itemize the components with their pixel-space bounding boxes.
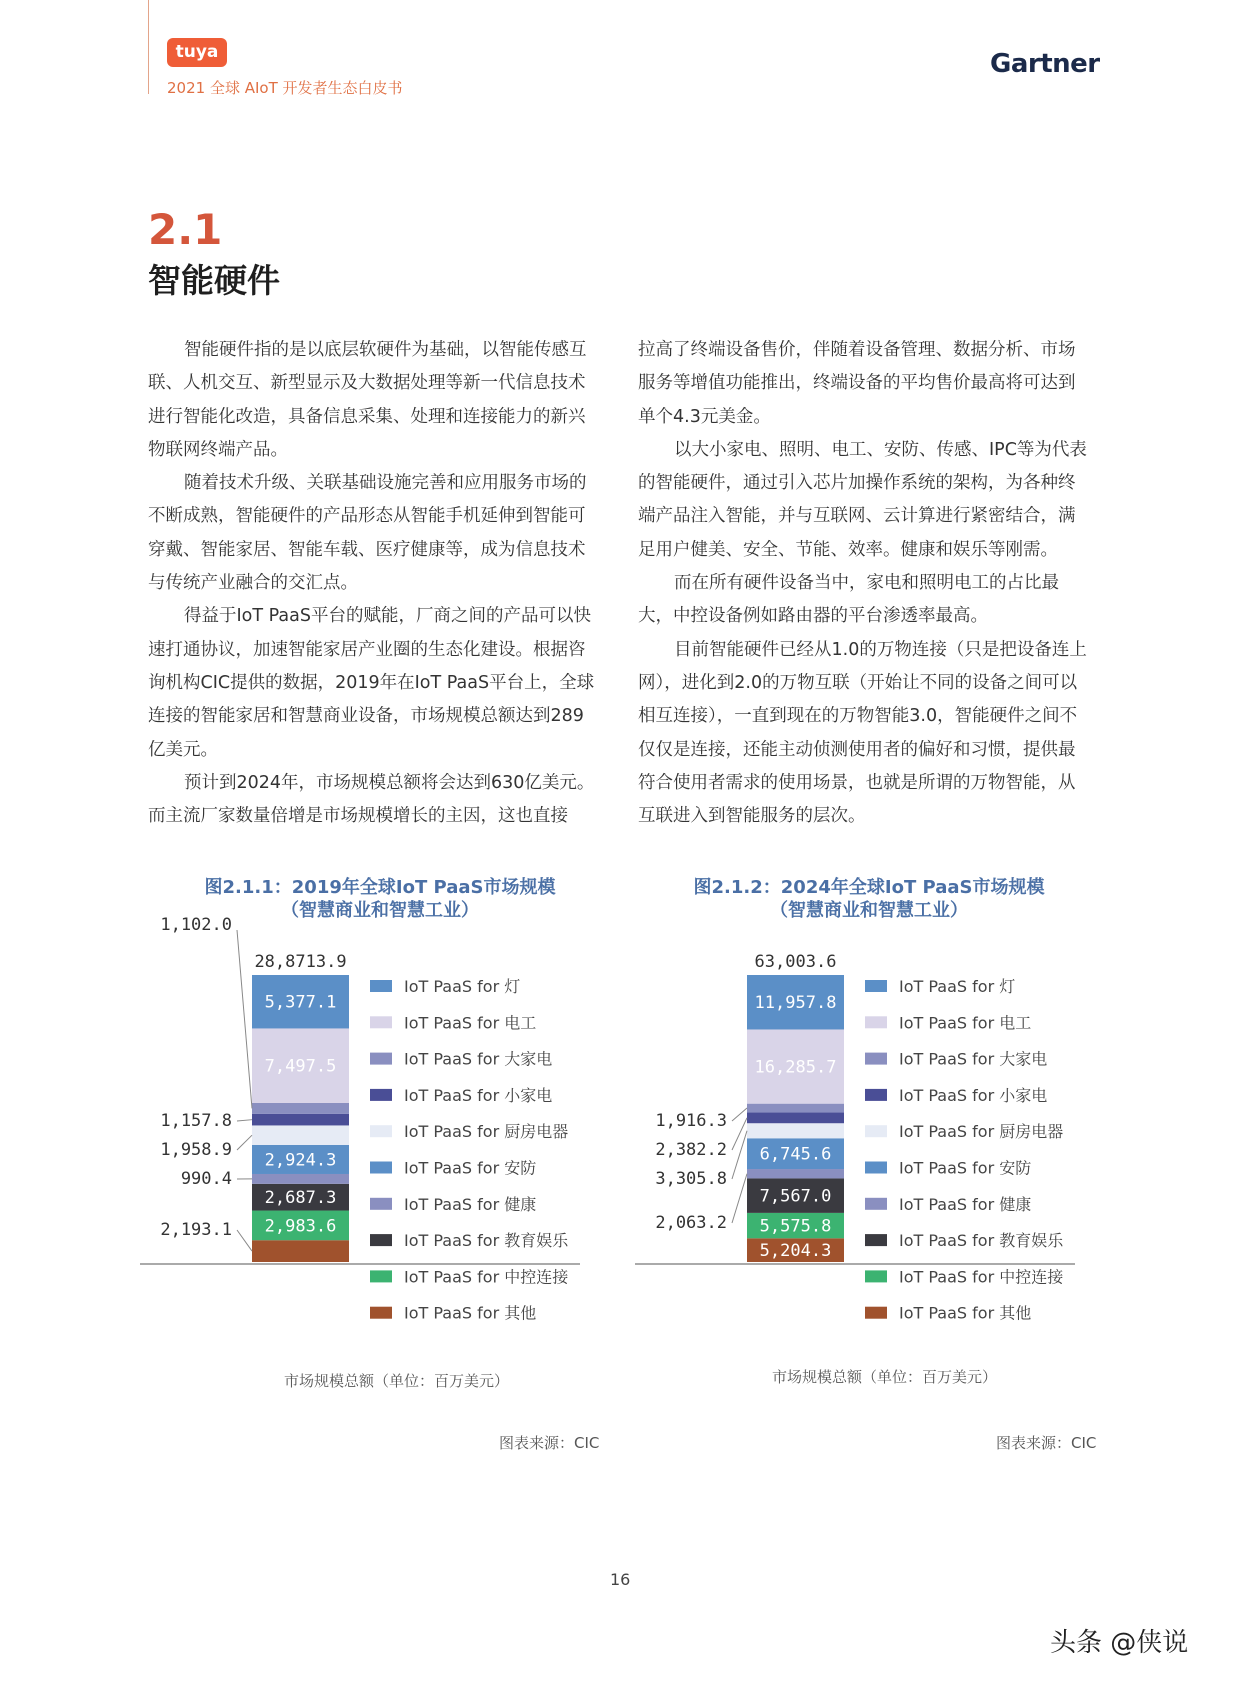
legend-label: IoT PaaS for 中控连接 <box>899 1267 1064 1287</box>
legend-label: IoT PaaS for 厨房电器 <box>899 1122 1064 1142</box>
chart-total-label: 63,003.6 <box>754 952 837 972</box>
legend-label: IoT PaaS for 健康 <box>404 1194 537 1214</box>
data-label: 2,193.1 <box>160 1220 232 1240</box>
chart-1-xlabel: 市场规模总额（单位：百万美元） <box>284 1372 510 1390</box>
bar-segment <box>252 1240 349 1262</box>
paragraph: 目前智能硬件已经从1.0的万物连接（只是把设备连上网），进化到2.0的万物互联（开始让不同的设备之间可以相互连接），一直到现在的万物智能3.0，智能硬件之间不仅仅是连接，还能主动侦测使用者的偏好和习惯，提供最符合使用者需求的使用场景，也就是所谓的万物智能，从互联进入到智能服务的层次。 <box>638 639 1087 827</box>
leader-line <box>237 1135 252 1150</box>
data-label: 7,497.5 <box>264 1056 337 1077</box>
bar-segment <box>747 1169 844 1178</box>
legend-swatch <box>865 1307 887 1319</box>
leader-line <box>732 1131 747 1179</box>
legend-label: IoT PaaS for 教育娱乐 <box>404 1231 569 1251</box>
document-subtitle: 2021 全球 AIoT 开发者生态白皮书 <box>167 79 403 97</box>
data-label: 1,102.0 <box>160 915 232 935</box>
legend-swatch <box>370 1053 392 1065</box>
legend-swatch <box>865 1162 887 1174</box>
data-label: 2,924.3 <box>264 1150 337 1171</box>
legend-swatch <box>370 1089 392 1101</box>
watermark: 头条 @侠说 <box>1050 1628 1189 1658</box>
chart-2-title-block <box>659 876 1079 922</box>
data-label: 1,958.9 <box>160 1140 232 1160</box>
legend-label: IoT PaaS for 健康 <box>899 1194 1032 1214</box>
tuya-logo: tuya <box>167 38 227 67</box>
legend-swatch <box>865 1125 887 1137</box>
chart-2-xlabel: 市场规模总额（单位：百万美元） <box>772 1368 998 1386</box>
chart-total-label: 28,8713.9 <box>254 952 347 972</box>
data-label: 5,575.8 <box>759 1216 832 1237</box>
legend-label: IoT PaaS for 电工 <box>404 1013 537 1033</box>
chart-1-title: 图2.1.1：2019年全球IoT PaaS市场规模 <box>204 877 556 898</box>
data-label: 5,377.1 <box>264 992 337 1013</box>
legend-swatch <box>865 1198 887 1210</box>
chart-1-title-block <box>170 876 590 922</box>
chart-2-source: 图表来源：CIC <box>996 1434 1097 1452</box>
leader-line <box>237 930 252 1108</box>
page-number: 16 <box>610 1570 631 1589</box>
data-label: 6,745.6 <box>759 1144 832 1165</box>
data-label: 2,687.3 <box>264 1188 337 1209</box>
chart-1-subtitle: （智慧商业和智慧工业） <box>281 900 479 921</box>
data-label: 7,567.0 <box>759 1186 832 1207</box>
legend-swatch <box>370 1016 392 1028</box>
legend-label: IoT PaaS for 灯 <box>899 977 1016 996</box>
legend-swatch <box>370 1198 392 1210</box>
data-label: 2,063.2 <box>655 1213 727 1233</box>
leader-line <box>237 1120 252 1121</box>
leader-line <box>237 1230 252 1251</box>
legend-label: IoT PaaS for 小家电 <box>899 1085 1048 1105</box>
legend-swatch <box>370 1270 392 1282</box>
body-column-right <box>638 334 1091 833</box>
chart-2-title: 图2.1.2：2024年全球IoT PaaS市场规模 <box>693 877 1045 898</box>
leader-line <box>732 1174 747 1223</box>
legend-swatch <box>370 980 392 992</box>
section-number: 2.1 <box>148 205 223 254</box>
bar-segment <box>747 1104 844 1113</box>
chart-2 <box>635 930 1125 1340</box>
legend-swatch <box>865 1270 887 1282</box>
legend-swatch <box>370 1162 392 1174</box>
bar-segment <box>252 1114 349 1126</box>
legend-label: IoT PaaS for 其他 <box>899 1303 1032 1323</box>
legend-label: IoT PaaS for 安防 <box>404 1158 537 1178</box>
legend-label: IoT PaaS for 电工 <box>899 1013 1032 1033</box>
legend-swatch <box>370 1234 392 1246</box>
chart-1 <box>140 915 630 1340</box>
data-label: 990.4 <box>180 1169 232 1189</box>
legend-label: IoT PaaS for 小家电 <box>404 1085 553 1105</box>
legend-swatch <box>865 1234 887 1246</box>
bar-segment <box>747 1123 844 1138</box>
paragraph: 拉高了终端设备售价，伴随着设备管理、数据分析、市场服务等增值功能推出，终端设备的平均售价最高将可达到单个4.3元美金。 <box>638 340 1076 427</box>
bar-segment <box>747 1112 844 1123</box>
legend-label: IoT PaaS for 教育娱乐 <box>899 1231 1064 1251</box>
bar-segment <box>252 1125 349 1144</box>
legend-swatch <box>370 1125 392 1137</box>
paragraph: 预计到2024年，市场规模总额将会达到630亿美元。而主流厂家数量倍增是市场规模增长的主因，这也直接 <box>148 772 595 827</box>
legend-swatch <box>865 1053 887 1065</box>
legend-swatch <box>865 1016 887 1028</box>
data-label: 2,382.2 <box>655 1140 727 1160</box>
legend-label: IoT PaaS for 安防 <box>899 1158 1032 1178</box>
data-label: 5,204.3 <box>759 1241 832 1262</box>
leader-line <box>732 1108 747 1121</box>
legend-swatch <box>865 980 887 992</box>
chart-2-subtitle: （智慧商业和智慧工业） <box>770 900 968 921</box>
paragraph: 智能硬件指的是以底层软硬件为基础，以智能传感互联、人机交互、新型显示及大数据处理等新一代信息技术进行智能化改造，具备信息采集、处理和连接能力的新兴物联网终端产品。 <box>148 340 587 460</box>
leader-line <box>732 1118 747 1150</box>
paragraph: 得益于IoT PaaS平台的赋能，厂商之间的产品可以快速打通协议，加速智能家居产业圈的生态化建设。根据咨询机构CIC提供的数据，2019年在IoT PaaS平台上，全球连接的智能家居和智慧商业设备，市场规模总额达到289亿美元。 <box>148 606 595 760</box>
data-label: 1,916.3 <box>655 1111 727 1131</box>
chart-1-source: 图表来源：CIC <box>499 1434 600 1452</box>
bar-segment <box>252 1174 349 1184</box>
data-label: 3,305.8 <box>655 1169 727 1189</box>
legend-label: IoT PaaS for 其他 <box>404 1303 537 1323</box>
paragraph: 而在所有硬件设备当中，家电和照明电工的占比最大，中控设备例如路由器的平台渗透率最高。 <box>638 573 1059 627</box>
legend-label: IoT PaaS for 厨房电器 <box>404 1122 569 1142</box>
legend-label: IoT PaaS for 大家电 <box>899 1049 1048 1069</box>
legend-label: IoT PaaS for 大家电 <box>404 1049 553 1069</box>
legend-label: IoT PaaS for 灯 <box>404 977 521 996</box>
header-divider <box>148 0 149 94</box>
gartner-logo: Gartner <box>990 49 1100 79</box>
data-label: 16,285.7 <box>754 1057 837 1078</box>
body-column-left <box>148 334 601 833</box>
legend-swatch <box>370 1307 392 1319</box>
data-label: 2,983.6 <box>264 1216 337 1237</box>
section-title: 智能硬件 <box>148 261 280 300</box>
bar-segment <box>252 1103 349 1114</box>
data-label: 1,157.8 <box>160 1111 232 1131</box>
legend-swatch <box>865 1089 887 1101</box>
data-label: 11,957.8 <box>754 993 837 1014</box>
paragraph: 随着技术升级、关联基础设施完善和应用服务市场的不断成熟，智能硬件的产品形态从智能手机延伸到智能可穿戴、智能家居、智能车载、医疗健康等，成为信息技术与传统产业融合的交汇点。 <box>148 473 587 594</box>
paragraph: 以大小家电、照明、电工、安防、传感、IPC等为代表的智能硬件，通过引入芯片加操作系统的架构，为各种终端产品注入智能，并与互联网、云计算进行紧密结合，满足用户健美、安全、节能、效率。健康和娱乐等刚需。 <box>638 439 1087 560</box>
legend-label: IoT PaaS for 中控连接 <box>404 1267 569 1287</box>
